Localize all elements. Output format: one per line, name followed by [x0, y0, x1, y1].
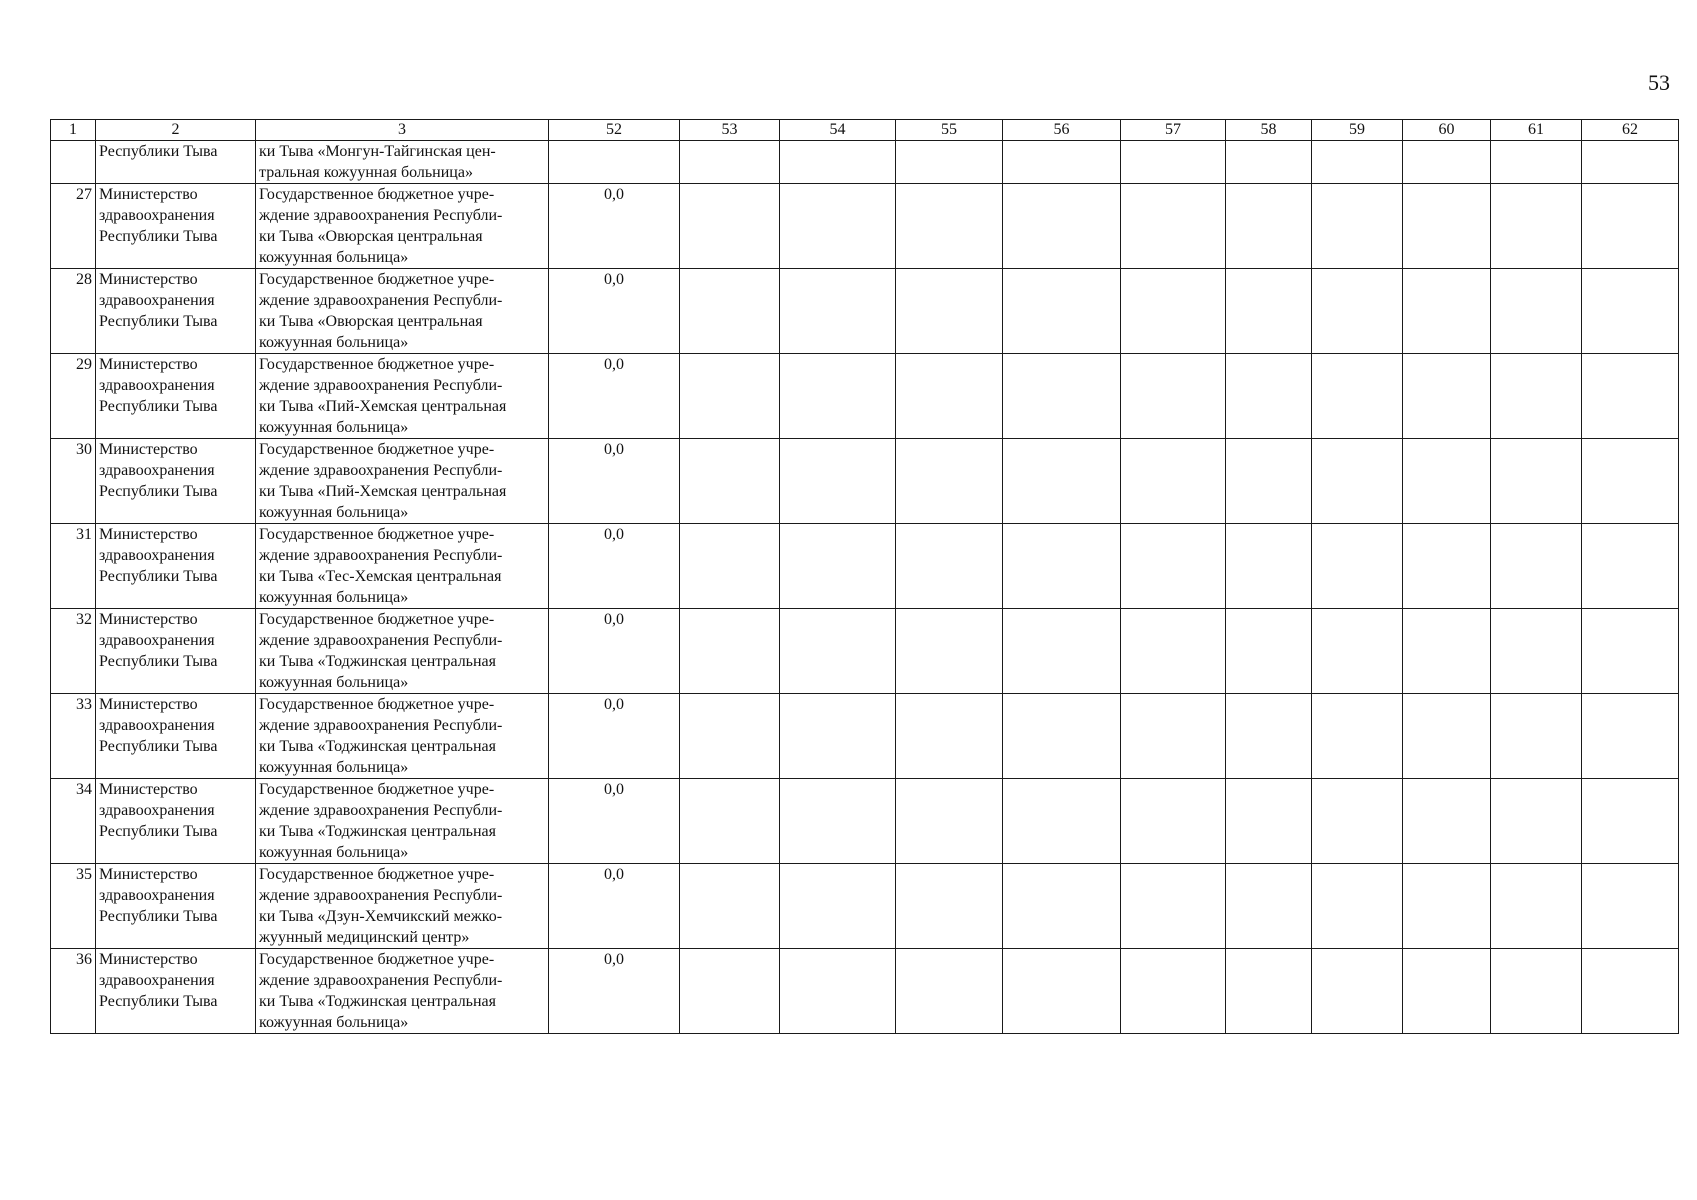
- header-cell: 52: [549, 120, 680, 141]
- table-row: [51, 779, 1679, 864]
- empty-cell: [1226, 694, 1312, 779]
- value-cell-52: 0,0: [549, 269, 680, 354]
- empty-cell: [1003, 864, 1121, 949]
- empty-cell: [1491, 864, 1582, 949]
- empty-cell: [1003, 354, 1121, 439]
- empty-cell: [1003, 184, 1121, 269]
- empty-cell: [1226, 269, 1312, 354]
- value-cell-52: 0,0: [549, 779, 680, 864]
- empty-cell: [1582, 439, 1679, 524]
- header-cell: 56: [1003, 120, 1121, 141]
- row-number-cell: [51, 141, 96, 184]
- row-number-cell: 28: [51, 269, 96, 354]
- empty-cell: [1003, 524, 1121, 609]
- table-row: [51, 439, 1679, 524]
- empty-cell: [680, 779, 780, 864]
- empty-cell: [1491, 609, 1582, 694]
- organization-cell: Министерство здравоохранения Республики Тыва: [96, 354, 256, 439]
- empty-cell: [780, 141, 896, 184]
- empty-cell: [1403, 609, 1491, 694]
- value-cell-52: 0,0: [549, 609, 680, 694]
- row-number-cell: 34: [51, 779, 96, 864]
- empty-cell: [1121, 609, 1226, 694]
- empty-cell: [680, 269, 780, 354]
- empty-cell: [1003, 609, 1121, 694]
- empty-cell: [780, 864, 896, 949]
- row-number-cell: 32: [51, 609, 96, 694]
- value-cell-52: 0,0: [549, 184, 680, 269]
- empty-cell: [1003, 779, 1121, 864]
- empty-cell: [1312, 524, 1403, 609]
- row-number-cell: 29: [51, 354, 96, 439]
- empty-cell: [1403, 779, 1491, 864]
- table-row: [51, 864, 1679, 949]
- header-cell: 2: [96, 120, 256, 141]
- table-row: [51, 609, 1679, 694]
- table-row: [51, 269, 1679, 354]
- institution-cell: Государственное бюджетное учре- ждение здравоохранения Республи- ки Тыва «Тоджинская центральная кожуунная больница»: [256, 609, 549, 694]
- data-table: [50, 119, 1679, 1034]
- empty-cell: [1121, 141, 1226, 184]
- empty-cell: [1403, 354, 1491, 439]
- empty-cell: [1121, 864, 1226, 949]
- institution-cell: Государственное бюджетное учре- ждение здравоохранения Республи- ки Тыва «Тоджинская центральная кожуунная больница»: [256, 694, 549, 779]
- value-cell-52: 0,0: [549, 949, 680, 1034]
- empty-cell: [1491, 694, 1582, 779]
- organization-cell: Министерство здравоохранения Республики Тыва: [96, 269, 256, 354]
- empty-cell: [896, 524, 1003, 609]
- table-row: [51, 354, 1679, 439]
- table-row: [51, 949, 1679, 1034]
- header-cell: 53: [680, 120, 780, 141]
- empty-cell: [1121, 439, 1226, 524]
- empty-cell: [1226, 354, 1312, 439]
- value-cell-52: 0,0: [549, 439, 680, 524]
- empty-cell: [1121, 779, 1226, 864]
- organization-cell: Министерство здравоохранения Республики Тыва: [96, 694, 256, 779]
- table-row: [51, 141, 1679, 184]
- organization-cell: Министерство здравоохранения Республики Тыва: [96, 864, 256, 949]
- empty-cell: [1312, 269, 1403, 354]
- organization-cell: Министерство здравоохранения Республики Тыва: [96, 184, 256, 269]
- header-cell: 1: [51, 120, 96, 141]
- empty-cell: [1491, 354, 1582, 439]
- empty-cell: [1582, 184, 1679, 269]
- empty-cell: [1403, 864, 1491, 949]
- institution-cell: Государственное бюджетное учре- ждение здравоохранения Республи- ки Тыва «Тес-Хемская центральная кожуунная больница»: [256, 524, 549, 609]
- empty-cell: [896, 354, 1003, 439]
- empty-cell: [1226, 864, 1312, 949]
- empty-cell: [1226, 779, 1312, 864]
- empty-cell: [896, 779, 1003, 864]
- empty-cell: [1312, 779, 1403, 864]
- empty-cell: [896, 609, 1003, 694]
- empty-cell: [1403, 141, 1491, 184]
- empty-cell: [1003, 949, 1121, 1034]
- header-cell: 59: [1312, 120, 1403, 141]
- row-number-cell: 36: [51, 949, 96, 1034]
- empty-cell: [680, 524, 780, 609]
- empty-cell: [1403, 439, 1491, 524]
- empty-cell: [780, 354, 896, 439]
- empty-cell: [680, 864, 780, 949]
- empty-cell: [1403, 184, 1491, 269]
- empty-cell: [1121, 524, 1226, 609]
- header-cell: 62: [1582, 120, 1679, 141]
- organization-cell: Республики Тыва: [96, 141, 256, 184]
- header-cell: 55: [896, 120, 1003, 141]
- institution-cell: Государственное бюджетное учре- ждение здравоохранения Республи- ки Тыва «Пий-Хемская центральная кожуунная больница»: [256, 439, 549, 524]
- empty-cell: [680, 141, 780, 184]
- empty-cell: [896, 864, 1003, 949]
- institution-cell: Государственное бюджетное учре- ждение здравоохранения Республи- ки Тыва «Овюрская центральная кожуунная больница»: [256, 184, 549, 269]
- empty-cell: [1312, 141, 1403, 184]
- organization-cell: Министерство здравоохранения Республики Тыва: [96, 609, 256, 694]
- empty-cell: [1003, 141, 1121, 184]
- empty-cell: [1226, 609, 1312, 694]
- institution-cell: Государственное бюджетное учре- ждение здравоохранения Республи- ки Тыва «Пий-Хемская центральная кожуунная больница»: [256, 354, 549, 439]
- empty-cell: [1121, 354, 1226, 439]
- empty-cell: [1312, 864, 1403, 949]
- table-row: [51, 184, 1679, 269]
- row-number-cell: 30: [51, 439, 96, 524]
- header-cell: 61: [1491, 120, 1582, 141]
- row-number-cell: 27: [51, 184, 96, 269]
- empty-cell: [1403, 524, 1491, 609]
- empty-cell: [1582, 949, 1679, 1034]
- empty-cell: [680, 439, 780, 524]
- empty-cell: [1491, 141, 1582, 184]
- value-cell-52: 0,0: [549, 864, 680, 949]
- empty-cell: [1226, 949, 1312, 1034]
- empty-cell: [1312, 694, 1403, 779]
- empty-cell: [1491, 184, 1582, 269]
- empty-cell: [680, 694, 780, 779]
- empty-cell: [1491, 269, 1582, 354]
- empty-cell: [896, 949, 1003, 1034]
- empty-cell: [1312, 949, 1403, 1034]
- organization-cell: Министерство здравоохранения Республики Тыва: [96, 439, 256, 524]
- institution-cell: Государственное бюджетное учре- ждение здравоохранения Республи- ки Тыва «Тоджинская центральная кожуунная больница»: [256, 949, 549, 1034]
- row-number-cell: 33: [51, 694, 96, 779]
- empty-cell: [1312, 439, 1403, 524]
- empty-cell: [1121, 949, 1226, 1034]
- empty-cell: [1582, 694, 1679, 779]
- table-row: [51, 694, 1679, 779]
- empty-cell: [1312, 354, 1403, 439]
- empty-cell: [780, 184, 896, 269]
- empty-cell: [1312, 184, 1403, 269]
- value-cell-52: [549, 141, 680, 184]
- organization-cell: Министерство здравоохранения Республики Тыва: [96, 949, 256, 1034]
- empty-cell: [1226, 524, 1312, 609]
- table-header: [51, 120, 1679, 141]
- empty-cell: [1226, 184, 1312, 269]
- empty-cell: [1582, 354, 1679, 439]
- empty-cell: [1403, 949, 1491, 1034]
- empty-cell: [780, 524, 896, 609]
- empty-cell: [896, 694, 1003, 779]
- page-number: 53: [1648, 70, 1670, 95]
- institution-cell: Государственное бюджетное учре- ждение здравоохранения Республи- ки Тыва «Овюрская центральная кожуунная больница»: [256, 269, 549, 354]
- header-cell: 60: [1403, 120, 1491, 141]
- header-cell: 57: [1121, 120, 1226, 141]
- empty-cell: [1582, 609, 1679, 694]
- table-row: [51, 524, 1679, 609]
- row-number-cell: 31: [51, 524, 96, 609]
- empty-cell: [1226, 439, 1312, 524]
- empty-cell: [780, 609, 896, 694]
- institution-cell: ки Тыва «Монгун-Тайгинская цен- тральная кожуунная больница»: [256, 141, 549, 184]
- empty-cell: [680, 949, 780, 1034]
- empty-cell: [680, 354, 780, 439]
- value-cell-52: 0,0: [549, 524, 680, 609]
- empty-cell: [1003, 269, 1121, 354]
- empty-cell: [780, 269, 896, 354]
- empty-cell: [780, 949, 896, 1034]
- empty-cell: [1403, 269, 1491, 354]
- institution-cell: Государственное бюджетное учре- ждение здравоохранения Республи- ки Тыва «Дзун-Хемчикский межко- жуунный медицинский центр»: [256, 864, 549, 949]
- empty-cell: [896, 439, 1003, 524]
- empty-cell: [1003, 439, 1121, 524]
- header-row: [51, 120, 1679, 141]
- empty-cell: [1582, 864, 1679, 949]
- header-cell: 3: [256, 120, 549, 141]
- header-cell: 54: [780, 120, 896, 141]
- empty-cell: [1121, 269, 1226, 354]
- value-cell-52: 0,0: [549, 354, 680, 439]
- empty-cell: [896, 141, 1003, 184]
- empty-cell: [1121, 184, 1226, 269]
- row-number-cell: 35: [51, 864, 96, 949]
- empty-cell: [1491, 779, 1582, 864]
- empty-cell: [1582, 524, 1679, 609]
- value-cell-52: 0,0: [549, 694, 680, 779]
- empty-cell: [1121, 694, 1226, 779]
- organization-cell: Министерство здравоохранения Республики Тыва: [96, 524, 256, 609]
- empty-cell: [1491, 524, 1582, 609]
- empty-cell: [780, 439, 896, 524]
- empty-cell: [896, 269, 1003, 354]
- empty-cell: [896, 184, 1003, 269]
- empty-cell: [680, 609, 780, 694]
- empty-cell: [1312, 609, 1403, 694]
- empty-cell: [1003, 694, 1121, 779]
- empty-cell: [1582, 269, 1679, 354]
- empty-cell: [1582, 779, 1679, 864]
- empty-cell: [1491, 439, 1582, 524]
- organization-cell: Министерство здравоохранения Республики Тыва: [96, 779, 256, 864]
- header-cell: 58: [1226, 120, 1312, 141]
- empty-cell: [1403, 694, 1491, 779]
- table-body: [51, 141, 1679, 1034]
- institution-cell: Государственное бюджетное учре- ждение здравоохранения Республи- ки Тыва «Тоджинская центральная кожуунная больница»: [256, 779, 549, 864]
- empty-cell: [1491, 949, 1582, 1034]
- empty-cell: [680, 184, 780, 269]
- empty-cell: [780, 779, 896, 864]
- empty-cell: [780, 694, 896, 779]
- empty-cell: [1582, 141, 1679, 184]
- empty-cell: [1226, 141, 1312, 184]
